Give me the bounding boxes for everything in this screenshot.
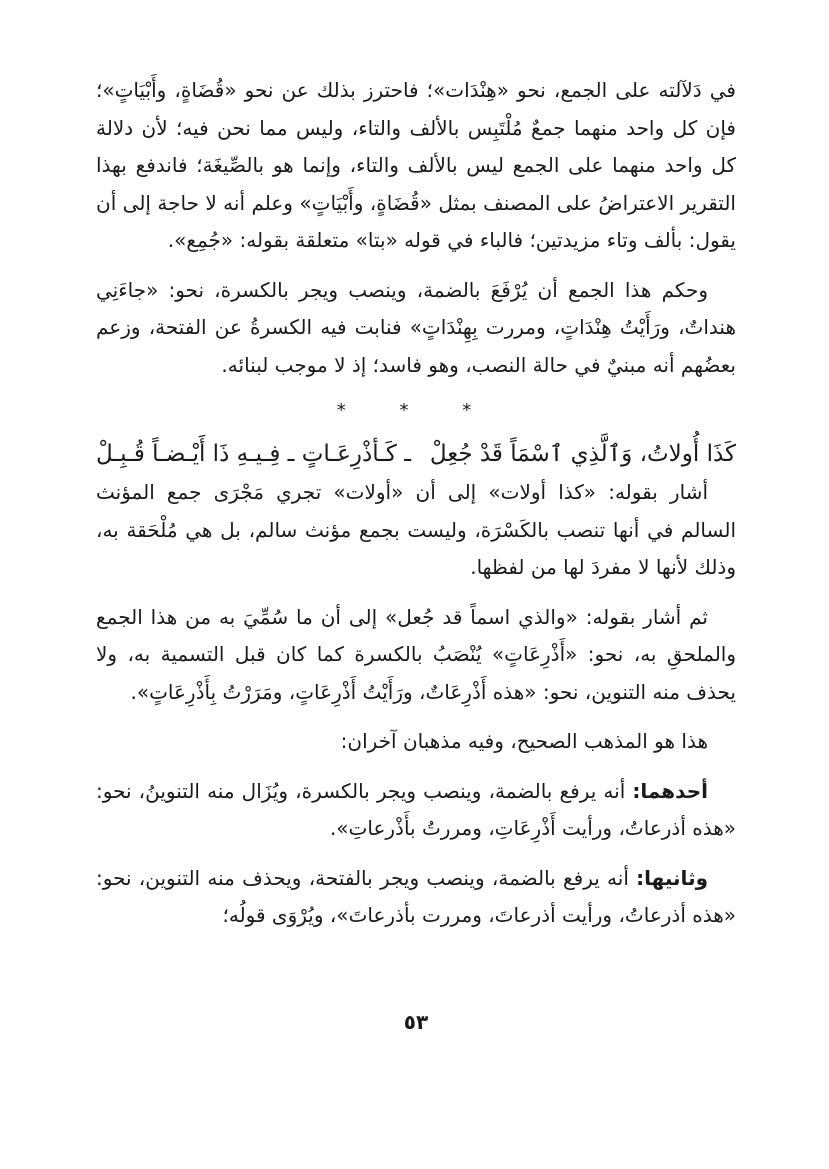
paragraph-4: ثم أشار بقوله: «والذي اسماً قد جُعل» إلى أن ما سُمِّيَ به من هذا الجمع والملحقِ به، نحو: «أَذْرِعَاتٍ» يُنْصَبُ بالكسرة كما كان قبل التسمية به، ولا يحذف منه التنوين، نحو: «هذه أَذْرِعَاتٌ، ورَأَيْتُ أَذْرِعَاتٍ، ومَرَرْتُ بِأَذْرِعَاتٍ».	[96, 604, 736, 704]
paragraph-1: في دَلآلته على الجمع، نحو «هِنْدَات»؛ فاحترز بذلك عن نحو «قُضَاةٍ، وأَبْيَاتٍ»؛ فإن كل واحد منهما جمعٌ مُلْتَبِس بالألف والتاء، وليس مما نحن فيه؛ لأن دلالة كل واحد منهما على الجمع ليس بالألف والتاء، وإنما هو بالصِّيغَة؛ فاندفع بهذا التقرير الاعتراضُ على المصنف بمثل «قُضَاةٍ، وأَبْيَاتٍ» وعلم أنه لا حاجة إلى أن يقول: بألف وتاء مزيدتين؛ فالباء في قوله «بتا» متعلقة بقوله: «جُمِع».	[96, 78, 736, 252]
verse-hemistich-1: كَذَا أُولاتُ، وَٱلَّذِي ٱسْمَاً قَدْ جُعِلْ	[429, 441, 736, 467]
page-body	[96, 72, 736, 935]
paragraph-7-label: وثانيها:	[636, 865, 709, 890]
paragraph-3: أشار بقوله: «كذا أولات» إلى أن «أولات» تجري مَجْرَى جمع المؤنث السالم في أنها تنصب بالكَسْرَة، وليست بجمع مؤنث سالم، بل هي مُلْحَقة به، وذلك لأنها لا مفردَ لها من لفظها.	[96, 480, 736, 579]
paragraph-2: وحكم هذا الجمع أن يُرْفَعَ بالضمة، وينصب ويجر بالكسرة، نحو: «جاءَنِي هنداتٌ، ورَأَيْتُ هِنْدَاتٍ، ومررت بِهِنْدَاتٍ» فنابت فيه الكسرةُ عن الفتحة، وزعم بعضُهم أنه مبنيٌ في حالة النصب، وهو فاسد؛ إذ لا موجب لبنائه.	[96, 277, 736, 377]
paragraph-6-text: أنه يرفع بالضمة، وينصب ويجر بالكسرة، ويُزَال منه التنوينُ، نحو: «هذه أذرعاتُ، ورأيت أَذْرِعَاتِ، ومررتُ بأَذْرعاتِ».	[96, 778, 736, 840]
verse-line	[96, 434, 736, 474]
paragraph-7	[96, 860, 736, 935]
page-number: ٥٣	[403, 1010, 429, 1034]
paragraph-6	[96, 773, 736, 848]
paragraph-5: هذا هو المذهب الصحيح، وفيه مذهبان آخران:	[340, 729, 708, 753]
paragraph-7-text: أنه يرفع بالضمة، وينصب ويجر بالفتحة، ويحذف منه التنوين، نحو: «هذه أذرعاتُ، ورأيت أذرعاتَ، ومررت بأذرعاتَ»، ويُرْوَى قولُه؛	[96, 865, 736, 927]
paragraph-6-label: أحدهما:	[632, 778, 708, 803]
verse-hemistich-2: ـ كَـأذْرِعَـاتٍ ـ فِـيـهِ ذَا أَيْـضـاً قُـبِـلْ	[96, 441, 411, 467]
section-separator: * * *	[336, 400, 496, 421]
